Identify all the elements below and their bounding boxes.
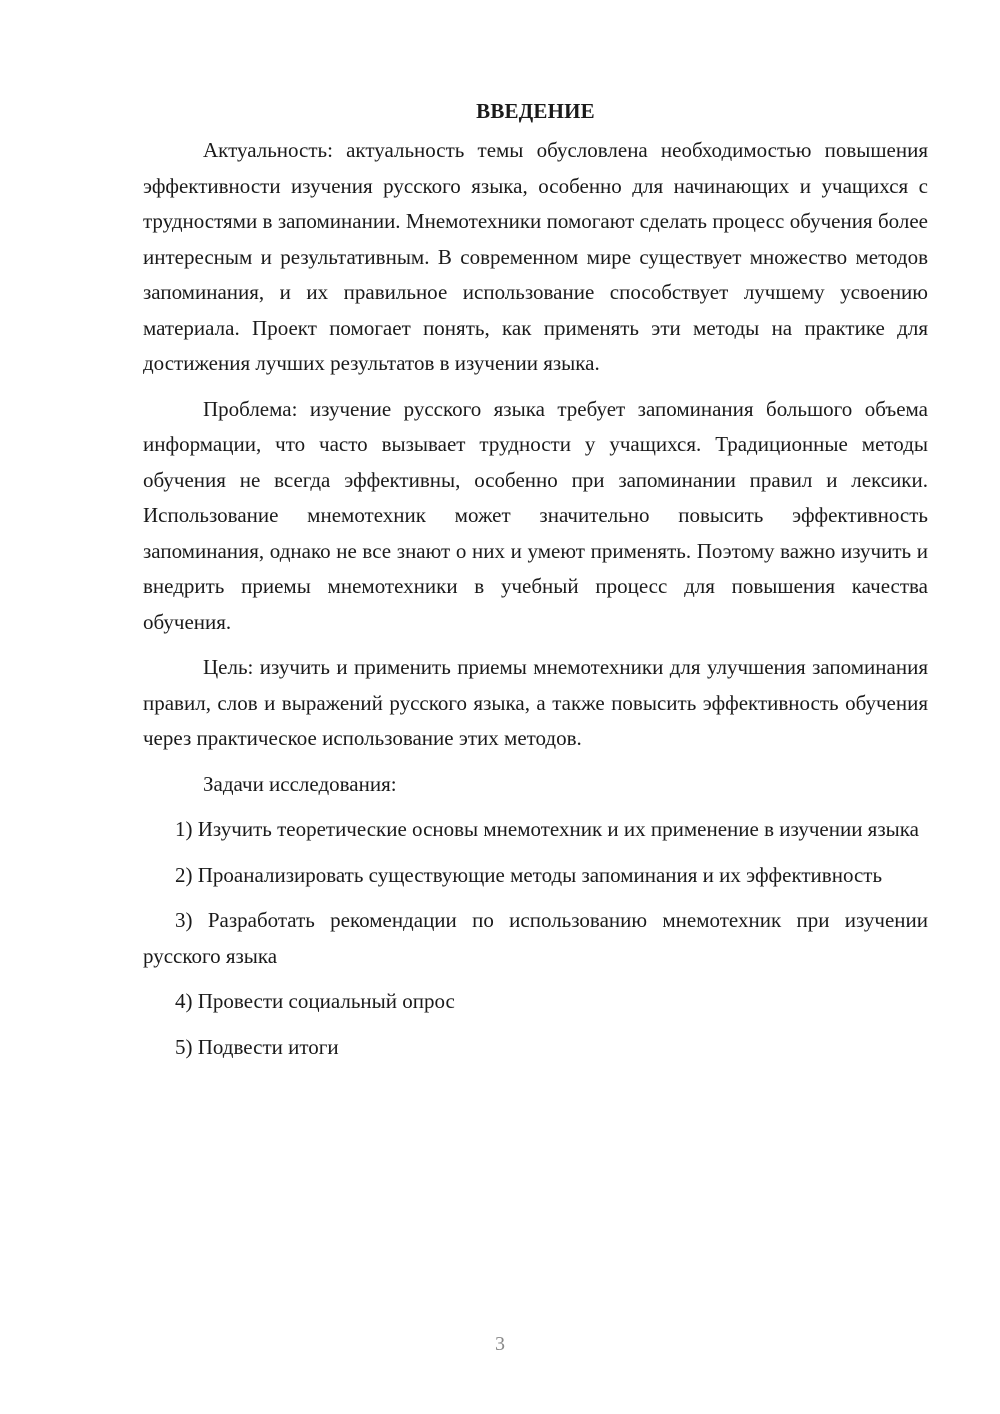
page-number: 3 [495, 1333, 505, 1355]
paragraph-relevance: Актуальность: актуальность темы обусловлена необходимостью повышения эффективности изучения русского языка, особенно для начинающих и учащихся с трудностями в запоминании. Мнемотехники помогают сделать процесс обучения более интересным и результативным. В современном мире существует множество методов запоминания, и их правильное использование способствует лучшему усвоению материала. Проект помогает понять, как применять эти методы на практике для достижения лучших результатов в изучении языка. [143, 138, 928, 375]
paragraph-goal: Цель: изучить и применить приемы мнемотехники для улучшения запоминания правил, слов и выражений русского языка, а также повысить эффективность обучения через практическое использование этих методов. [143, 655, 928, 750]
task-item-2: 2) Проанализировать существующие методы запоминания и их эффективность [175, 862, 883, 887]
task-item-1: 1) Изучить теоретические основы мнемотехник и их применение в изучении языка [175, 817, 919, 841]
document-page [143, 94, 928, 1065]
task-item-4: 4) Провести социальный опрос [175, 989, 455, 1013]
paragraph-problem: Проблема: изучение русского языка требует запоминания большого объема информации, что часто вызывает трудности у учащихся. Традиционные методы обучения не всегда эффективны, особенно при запоминании правил и лексики. Использование мнемотехник может значительно повысить эффективность запоминания, однако не все знают о них и умеют применять. Поэтому важно изучить и внедрить приемы мнемотехники в учебный процесс для повышения качества обучения. [143, 396, 928, 634]
paragraph-tasks-heading: Задачи исследования: [203, 771, 397, 796]
task-item-5: 5) Подвести итоги [175, 1034, 339, 1059]
page-title: ВВЕДЕНИЕ [476, 99, 595, 123]
task-item-3: 3) Разработать рекомендации по использованию мнемотехник при изучении русского языка [143, 908, 928, 968]
